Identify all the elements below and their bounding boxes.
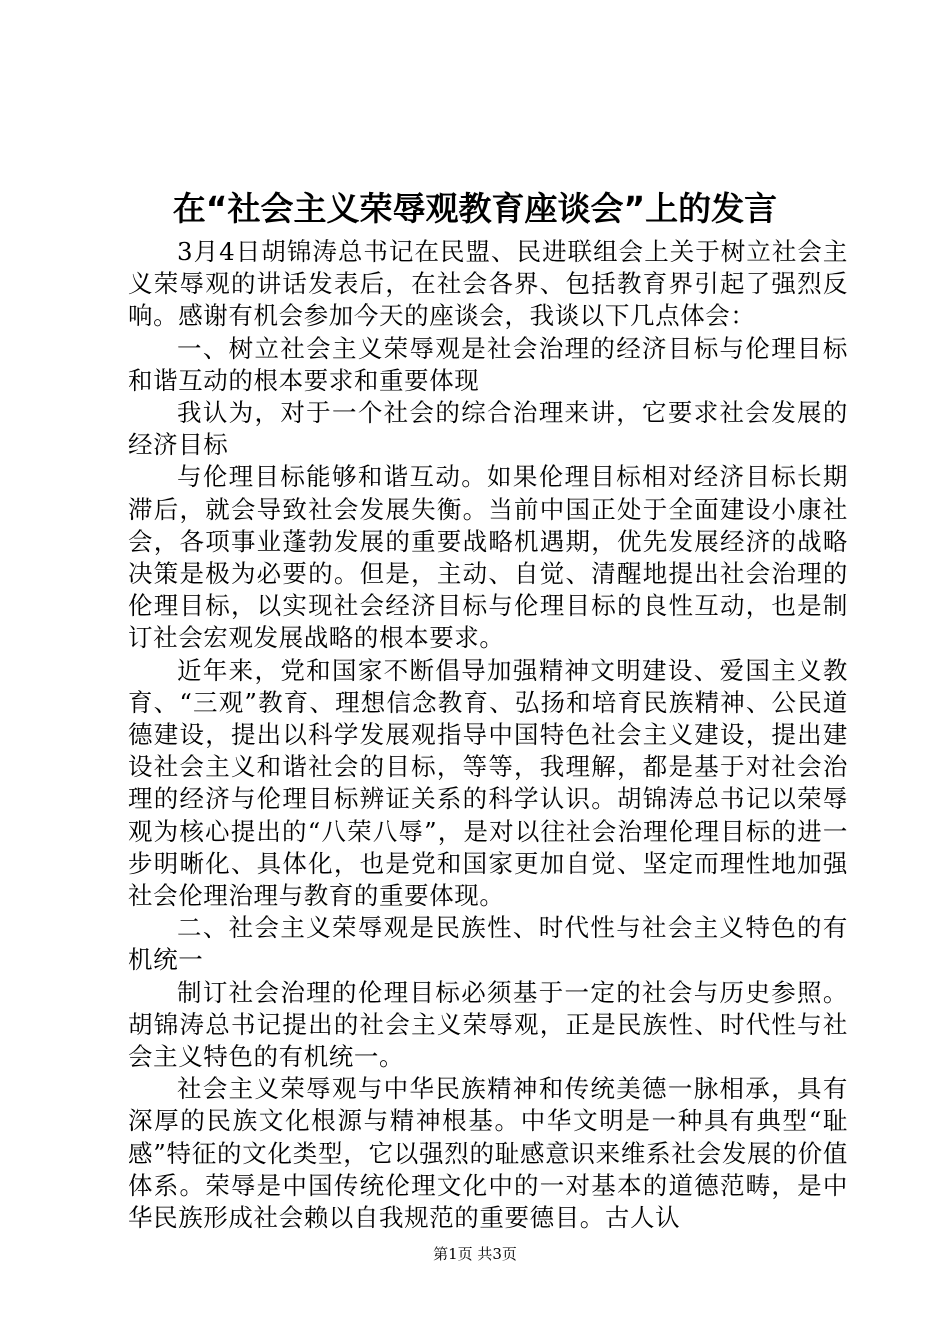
section-heading-2: 二、社会主义荣辱观是民族性、时代性与社会主义特色的有机统一	[128, 913, 848, 975]
page-footer: 第1页 共3页	[433, 1245, 517, 1263]
document-body	[128, 236, 848, 1234]
paragraph: 社会主义荣辱观与中华民族精神和传统美德一脉相承，具有深厚的民族文化根源与精神根基。中华文明是一种具有典型“耻感”特征的文化类型，它以强烈的耻感意识来维系社会发展的价值体系。荣辱是中国传统伦理文化中的一对基本的道德范畴，是中华民族形成社会赖以自我规范的重要德目。古人认	[128, 1074, 848, 1233]
paragraph-intro: 3月4日胡锦涛总书记在民盟、民进联组会上关于树立社会主义荣辱观的讲话发表后，在社会各界、包括教育界引起了强烈反响。感谢有机会参加今天的座谈会，我谈以下几点体会：	[128, 237, 848, 331]
paragraph: 制订社会治理的伦理目标必须基于一定的社会与历史参照。胡锦涛总书记提出的社会主义荣辱观，正是民族性、时代性与社会主义特色的有机统一。	[128, 977, 848, 1072]
paragraph: 与伦理目标能够和谐互动。如果伦理目标相对经济目标长期滞后，就会导致社会发展失衡。当前中国正处于全面建设小康社会，各项事业蓬勃发展的重要战略机遇期，优先发展经济的战略决策是极为必要的。但是，主动、自觉、清醒地提出社会治理的伦理目标，以实现社会经济目标与伦理目标的良性互动，也是制订社会宏观发展战略的根本要求。	[128, 462, 848, 653]
section-heading-1: 一、树立社会主义荣辱观是社会治理的经济目标与伦理目标和谐互动的根本要求和重要体现	[128, 333, 848, 395]
paragraph: 近年来，党和国家不断倡导加强精神文明建设、爱国主义教育、“三观”教育、理想信念教育、弘扬和培育民族精神、公民道德建设，提出以科学发展观指导中国特色社会主义建设，提出建设社会主义和谐社会的目标，等等，我理解，都是基于对社会治理的经济与伦理目标辨证关系的科学认识。胡锦涛总书记以荣辱观为核心提出的“八荣八辱”，是对以往社会治理伦理目标的进一步明晰化、具体化，也是党和国家更加自觉、坚定而理性地加强社会伦理治理与教育的重要体现。	[128, 655, 848, 911]
paragraph: 我认为，对于一个社会的综合治理来讲，它要求社会发展的经济目标	[128, 398, 848, 460]
document-title: 在“社会主义荣辱观教育座谈会”上的发言	[172, 189, 778, 228]
